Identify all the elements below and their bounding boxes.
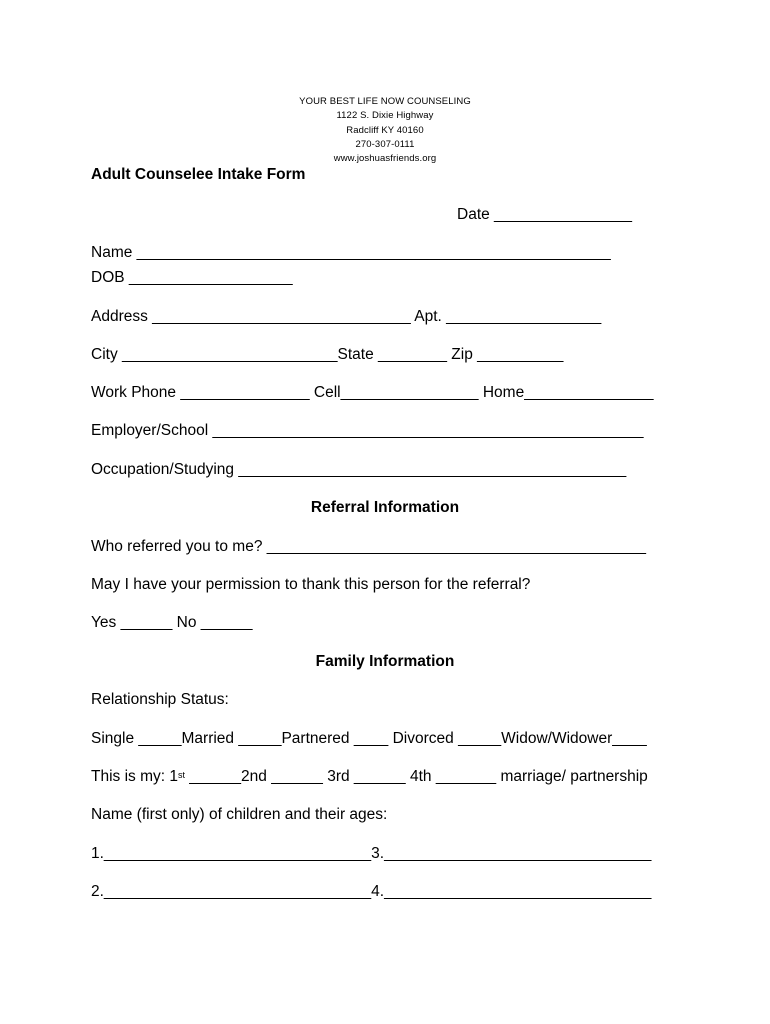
form-title: Adult Counselee Intake Form [91,166,306,183]
phone-fields[interactable]: Work Phone _______________ Cell________________ Home_______________ [91,384,654,401]
marriage-number-field[interactable] [91,767,648,787]
marriage-options: ______2nd ______ 3rd ______ 4th _______ marriage/ partnership [185,768,648,785]
referred-by-field[interactable]: Who referred you to me? ____________________________________________ [91,538,647,555]
employer-field[interactable]: Employer/School __________________________________________________ [91,422,644,439]
relationship-status-field[interactable]: Single _____Married _____Partnered ____ Divorced _____Widow/Widower____ [91,730,647,747]
org-name: YOUR BEST LIFE NOW COUNSELING [299,96,471,107]
yes-no-field[interactable]: Yes ______ No ______ [91,614,253,631]
org-website: www.joshuasfriends.org [333,153,437,165]
letterhead [0,95,770,166]
children-row-2[interactable]: 2._______________________________4._______________________________ [91,883,652,900]
family-heading: Family Information [315,653,455,670]
referral-heading: Referral Information [310,499,460,516]
permission-question: May I have your permission to thank this person for the referral? [91,576,531,593]
address-field[interactable]: Address ______________________________ Apt. __________________ [91,308,602,325]
org-city: Radcliff KY 40160 [346,124,424,136]
org-street: 1122 S. Dixie Highway [336,110,434,122]
city-state-zip-field[interactable]: City _________________________State ________ Zip __________ [91,346,564,363]
name-field[interactable]: Name _______________________________________________________ [91,244,611,261]
dob-field[interactable]: DOB ___________________ [91,269,293,286]
date-field[interactable]: Date ________________ [457,206,632,223]
org-phone: 270-307-0111 [355,138,415,150]
ordinal-suffix: st [177,770,185,780]
children-row-1[interactable]: 1._______________________________3._______________________________ [91,845,652,862]
relationship-label: Relationship Status: [91,691,229,708]
occupation-field[interactable]: Occupation/Studying _____________________________________________ [91,461,627,478]
children-label: Name (first only) of children and their ages: [91,806,388,823]
marriage-label-start: This is my: 1 [91,768,178,785]
